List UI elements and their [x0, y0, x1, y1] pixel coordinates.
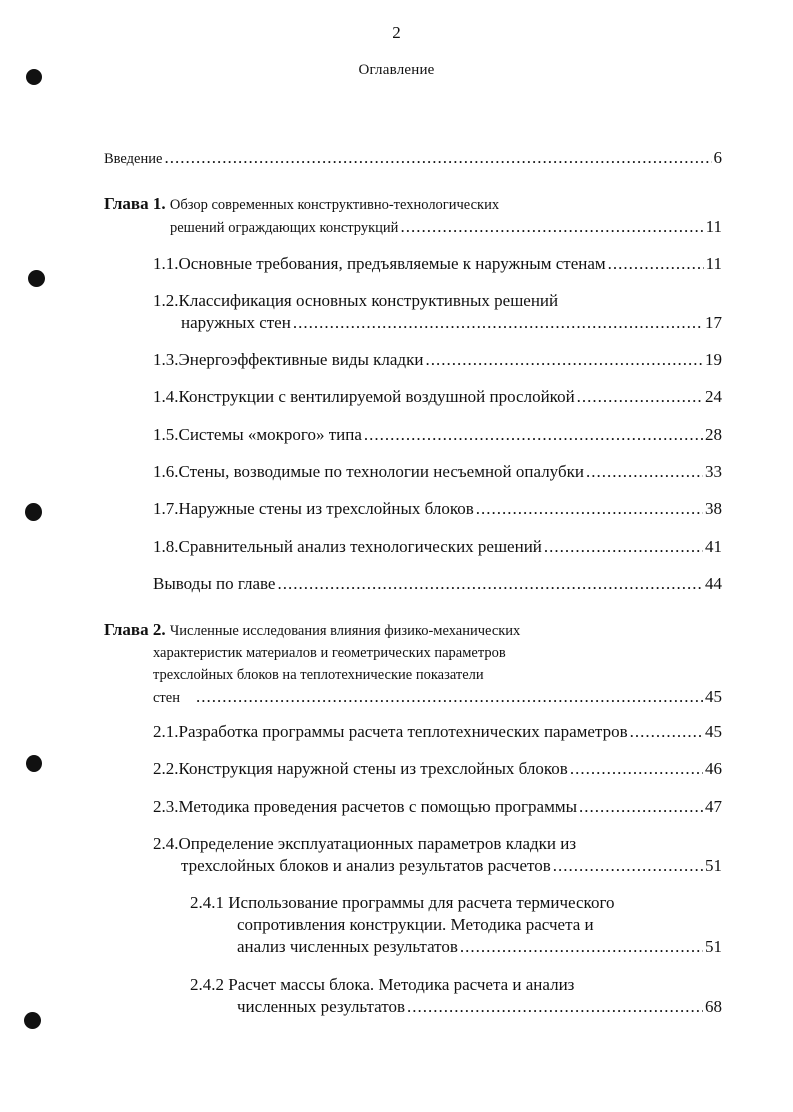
dot-leader — [577, 386, 703, 408]
toc-page-number: 47 — [705, 797, 722, 816]
toc-entry-2-4 — [153, 833, 722, 877]
toc-page-number: 6 — [713, 148, 722, 167]
toc-entry-2-4-2 — [190, 974, 722, 1018]
toc-page-number: 24 — [705, 387, 722, 406]
dot-leader — [407, 996, 703, 1018]
dot-leader — [460, 936, 703, 958]
dot-leader — [579, 796, 703, 818]
toc-entry-text: 1.8.Сравнительный анализ технологических решений — [153, 537, 542, 556]
toc-entry-text: Численные исследования влияния физико-механических — [169, 623, 521, 639]
toc-entry-1-4 — [153, 386, 722, 408]
toc-entry-text: характеристик материалов и геометрических параметров — [153, 645, 506, 661]
toc-entry-text: Введение — [104, 151, 163, 167]
toc-entry-1-5 — [153, 424, 722, 446]
toc-entry-text: 2.2.Конструкция наружной стены из трехслойных блоков — [153, 759, 568, 778]
binder-hole-mark — [26, 69, 42, 85]
toc-entry-text: 1.5.Системы «мокрого» типа — [153, 425, 362, 444]
toc-entry-1-8 — [153, 536, 722, 558]
toc-entry-text: 2.4.1 Использование программы для расчета термического — [190, 893, 615, 912]
dot-leader — [586, 461, 703, 483]
toc-entry-1-6 — [153, 461, 722, 483]
dot-leader — [608, 253, 704, 275]
toc-entry-text: 1.4.Конструкции с вентилируемой воздушной прослойкой — [153, 387, 575, 406]
toc-entry-text: 1.1.Основные требования, предъявляемые к наружным стенам — [153, 254, 606, 273]
toc-entry-text: стен — [153, 690, 180, 706]
toc-entry-text: 1.7.Наружные стены из трехслойных блоков — [153, 499, 474, 518]
chapter-label: Глава 2. — [104, 620, 166, 639]
toc-entry-text: Выводы по главе — [153, 574, 276, 593]
binder-hole-mark — [28, 270, 45, 287]
toc-entry-text: 2.4.Определение эксплуатационных параметров кладки из — [153, 834, 577, 853]
dot-leader — [544, 536, 703, 558]
toc-entry-text: 2.3.Методика проведения расчетов с помощью программы — [153, 797, 578, 816]
toc-page-number: 19 — [705, 350, 722, 369]
toc-entry-text: трехслойных блоков на теплотехнические показатели — [153, 667, 484, 683]
toc-page-number: 46 — [705, 759, 722, 778]
toc-entry-1-7 — [153, 498, 722, 520]
dot-leader — [364, 424, 703, 446]
toc-page-number: 28 — [705, 425, 722, 444]
dot-leader — [293, 312, 703, 334]
toc-entry-2-3 — [153, 796, 722, 818]
binder-hole-mark — [24, 1012, 41, 1029]
dot-leader — [196, 686, 703, 708]
toc-entry-1-1 — [153, 253, 722, 275]
toc-entry-text: сопротивления конструкции. Методика расчета и — [237, 915, 594, 934]
toc-entry-text: 1.6.Стены, возводимые по технологии несъемной опалубки — [153, 462, 584, 481]
toc-entry-text: 1.2.Классификация основных конструктивных решений — [153, 291, 559, 310]
toc-page-number: 45 — [705, 722, 722, 741]
toc-entry-chapter-1 — [104, 193, 722, 239]
toc-entry-text: 1.3.Энергоэффективные виды кладки — [153, 350, 424, 369]
dot-leader — [570, 758, 703, 780]
toc-page-number: 11 — [705, 254, 722, 273]
toc-page-number: 68 — [705, 997, 722, 1016]
toc-entry-text: 2.1.Разработка программы расчета теплотехнических параметров — [153, 722, 628, 741]
binder-hole-mark — [26, 755, 42, 772]
binder-hole-mark — [25, 503, 42, 521]
toc-title: Оглавление — [358, 62, 435, 78]
toc-page-number: 44 — [705, 574, 722, 593]
toc-page-number: 45 — [705, 687, 722, 706]
dot-leader — [553, 855, 703, 877]
toc-entry-2-4-1 — [190, 892, 722, 958]
toc-entry-text: трехслойных блоков и анализ результатов расчетов — [181, 856, 551, 875]
toc-entry-2-1 — [153, 721, 722, 743]
toc-entry-text: 2.4.2 Расчет массы блока. Методика расчета и анализ — [190, 975, 575, 994]
toc-entry-text: анализ численных результатов — [237, 937, 458, 956]
dot-leader — [277, 573, 703, 595]
toc-entry-conclusions-1 — [153, 573, 722, 595]
toc-entry-1-3 — [153, 349, 722, 371]
toc-entry-text: решений ограждающих конструкций — [170, 220, 399, 236]
toc-page-number: 51 — [705, 937, 722, 956]
toc-page-number: 41 — [705, 537, 722, 556]
toc-page-number: 11 — [705, 217, 722, 236]
toc-entry-text: Обзор современных конструктивно-технологических — [169, 197, 500, 213]
toc-entry-text: наружных стен — [181, 313, 291, 332]
toc-page-number: 17 — [705, 313, 722, 332]
chapter-label: Глава 1. — [104, 194, 166, 213]
toc-page-number: 38 — [705, 499, 722, 518]
toc-entry-1-2 — [153, 290, 722, 334]
toc-entry-text: численных результатов — [237, 997, 406, 1016]
dot-leader — [164, 147, 711, 169]
dot-leader — [630, 721, 703, 743]
toc-page-number: 33 — [705, 462, 722, 481]
dot-leader — [400, 216, 703, 238]
toc-entry-chapter-2 — [104, 619, 722, 709]
page-number: 2 — [392, 23, 401, 42]
toc-entry-2-2 — [153, 758, 722, 780]
dot-leader — [476, 498, 703, 520]
dot-leader — [425, 349, 703, 371]
toc-page-number: 51 — [705, 856, 722, 875]
toc-entry-intro — [104, 147, 722, 170]
